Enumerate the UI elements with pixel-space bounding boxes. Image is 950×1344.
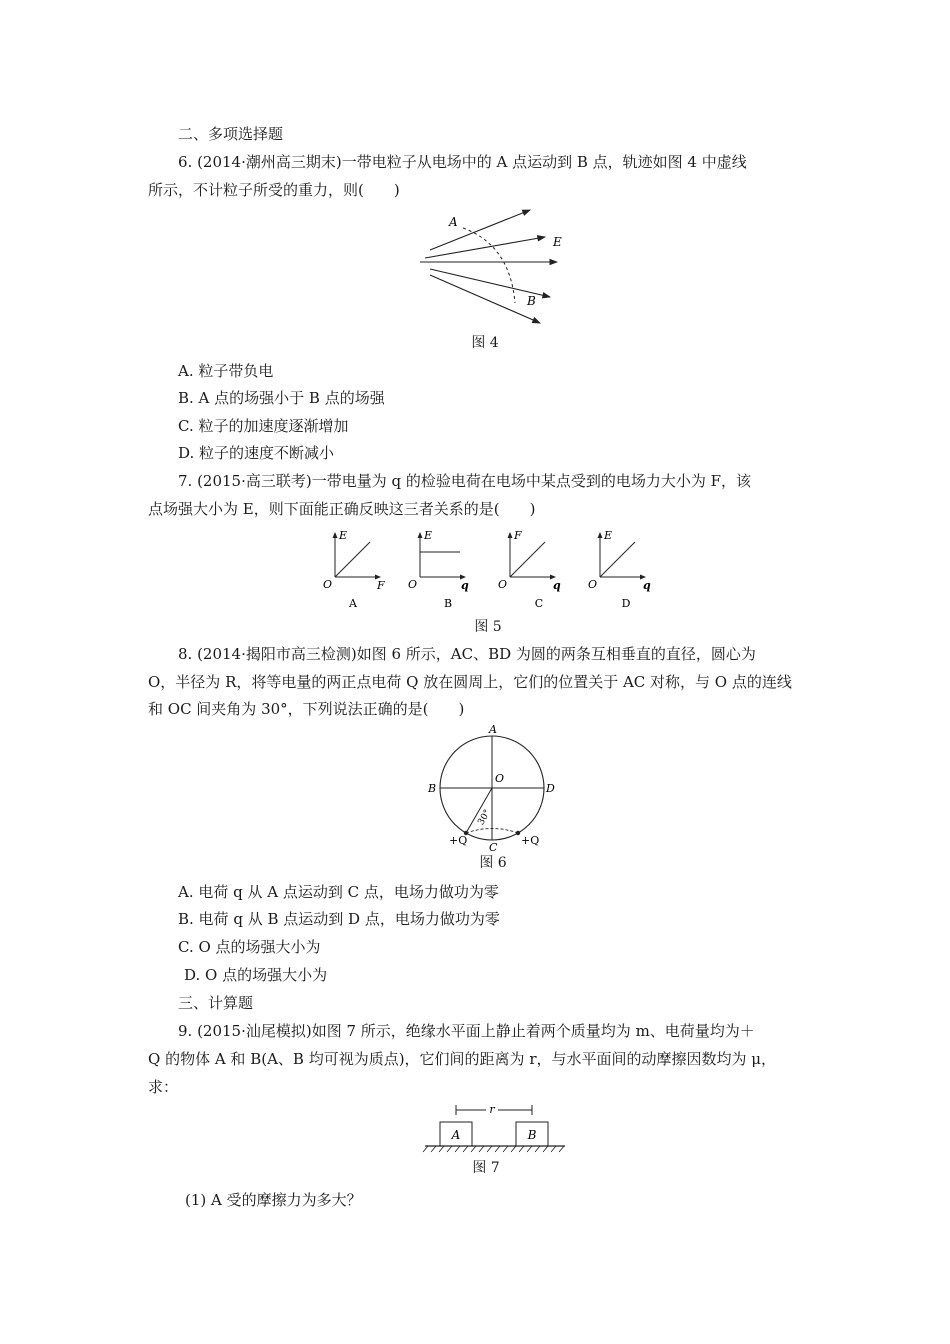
q8-option-d: D. O 点的场强大小为 (184, 966, 328, 984)
svg-text:O: O (498, 578, 508, 591)
svg-text:C: C (489, 841, 498, 852)
graph-d (588, 529, 651, 610)
figure-6-caption: 图 6 (479, 855, 507, 871)
svg-text:q: q (461, 579, 469, 592)
svg-text:O: O (323, 578, 333, 591)
section-heading-multiple-choice: 二、多项选择题 (178, 125, 284, 143)
svg-text:30°: 30° (476, 808, 494, 827)
q6-text-line2: 所示，不计粒子所受的重力，则( ) (148, 181, 400, 199)
figure-4-caption: 图 4 (471, 335, 499, 351)
point-a-label: A (449, 215, 458, 229)
q8-option-a: A. 电荷 q 从 A 点运动到 C 点，电场力做功为零 (178, 883, 499, 901)
graph-b (408, 529, 469, 610)
field-e-label: E (553, 235, 562, 249)
figure-4-field-lines (415, 205, 575, 330)
svg-text:O: O (588, 578, 598, 591)
graph-a (323, 529, 385, 610)
q6-option-d: D. 粒子的速度不断减小 (178, 444, 335, 462)
q9-text-line1: 9. (2015·汕尾模拟)如图 7 所示，绝缘水平面上静止着两个质量均为 m、电荷量均为＋ (178, 1022, 755, 1040)
svg-text:B: B (443, 597, 453, 610)
svg-text:E: E (604, 529, 613, 542)
q6-option-a: A. 粒子带负电 (178, 362, 274, 380)
svg-text:+Q: +Q (521, 834, 540, 847)
q8-text-line2: O，半径为 R，将等电量的两正点电荷 Q 放在圆周上，它们的位置关于 AC 对称，与 O 点的连线 (148, 673, 792, 691)
q8-option-b: B. 电荷 q 从 B 点运动到 D 点，电场力做功为零 (178, 910, 500, 928)
q7-text-line2: 点场强大小为 E，则下面能正确反映这三者关系的是( ) (148, 500, 536, 518)
svg-text:O: O (408, 578, 418, 591)
section-heading-calculation: 三、计算题 (178, 994, 254, 1012)
q8-option-c: C. O 点的场强大小为 (178, 938, 321, 956)
svg-text:+Q: +Q (449, 834, 468, 847)
figure-7-caption: 图 7 (472, 1160, 500, 1176)
point-b-label: B (527, 294, 536, 308)
q6-option-b: B. A 点的场强小于 B 点的场强 (178, 389, 385, 407)
field-line (430, 210, 530, 250)
q6-text-line1: 6. (2014·潮州高三期末)一带电粒子从电场中的 A 点运动到 B 点，轨迹如图 4 中虚线 (178, 153, 747, 171)
svg-text:O: O (495, 772, 505, 785)
svg-text:A: A (349, 597, 357, 610)
svg-text:r: r (489, 1103, 495, 1116)
figure-5-graphs (315, 525, 675, 613)
svg-text:F: F (377, 579, 385, 592)
svg-text:D: D (546, 782, 555, 795)
q6-option-c: C. 粒子的加速度逐渐增加 (178, 417, 349, 435)
svg-text:A: A (489, 724, 497, 736)
svg-text:F: F (514, 529, 522, 542)
svg-text:C: C (534, 597, 544, 610)
figure-7-blocks (420, 1100, 570, 1156)
q9-subquestion-1: (1) A 受的摩擦力为多大？ (185, 1191, 362, 1209)
svg-text:B: B (527, 1128, 537, 1142)
svg-text:B: B (428, 782, 437, 795)
graph-c (498, 529, 561, 610)
particle-trajectory (463, 228, 515, 303)
figure-6-circle (425, 724, 565, 852)
figure-5-caption: 图 5 (474, 619, 502, 635)
svg-text:D: D (621, 597, 631, 610)
q9-text-line3: 求： (148, 1078, 179, 1096)
svg-text:A: A (451, 1128, 461, 1142)
svg-text:q: q (643, 579, 651, 592)
svg-text:E: E (339, 529, 348, 542)
q7-text-line1: 7. (2015·高三联考)一带电量为 q 的检验电荷在电场中某点受到的电场力大小为 F，该 (178, 472, 752, 490)
charge-right (516, 831, 520, 835)
q8-text-line3: 和 OC 间夹角为 30°，下列说法正确的是( ) (148, 700, 465, 718)
q8-text-line1: 8. (2014·揭阳市高三检测)如图 6 所示，AC、BD 为圆的两条互相垂直的直径，圆心为 (178, 645, 756, 663)
svg-text:q: q (553, 579, 561, 592)
q9-text-line2: Q 的物体 A 和 B(A、B 均可视为质点)，它们间的距离为 r，与水平面间的动摩擦因数均为 μ， (148, 1050, 777, 1068)
svg-text:E: E (424, 529, 433, 542)
